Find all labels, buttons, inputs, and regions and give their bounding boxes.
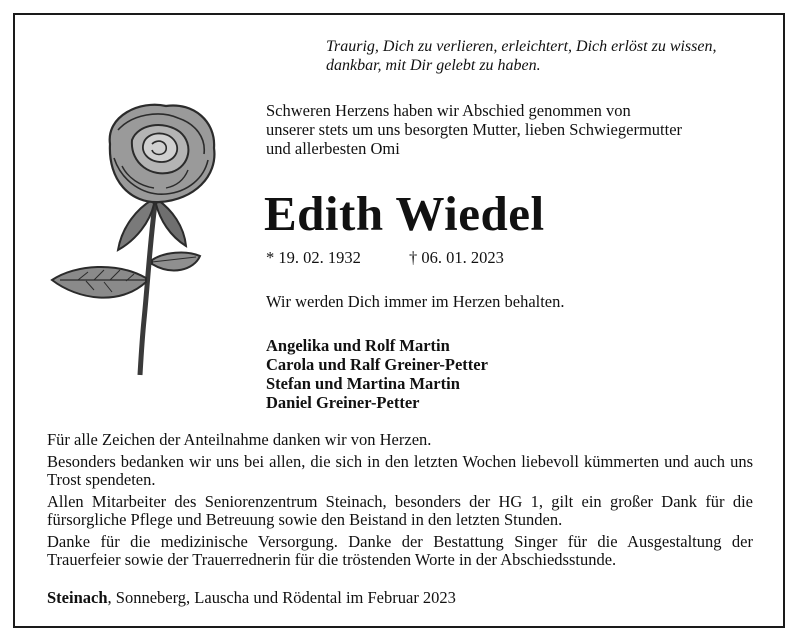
thanks-paragraph: Allen Mitarbeiter des Seniorenzentrum Steinach, besonders der HG 1, gilt ein großer Dank für die fürsorgliche Pflege und Betreuung sowie den Beistand in den letzten Stunden. — [47, 492, 753, 529]
motto-line: Traurig, Dich zu verlieren, erleichtert, Dich erlöst zu wissen, — [326, 38, 717, 55]
signoff-rest: , Sonneberg, Lauscha und Rödental im Februar 2023 — [107, 588, 456, 607]
motto-line: dankbar, mit Dir gelebt zu haben. — [326, 57, 541, 74]
deceased-name: Edith Wiedel — [264, 186, 545, 241]
rose-icon — [48, 100, 258, 380]
birth-date: * 19. 02. 1932 — [266, 248, 361, 267]
intro-text — [266, 101, 776, 158]
closing-line: Wir werden Dich immer im Herzen behalten. — [266, 292, 565, 311]
thanks-paragraph: Besonders bedanken wir uns bei allen, die sich in den letzten Wochen liebevoll kümmerten und auch uns Trost spendeten. — [47, 452, 753, 489]
life-dates — [266, 248, 504, 267]
death-date: † 06. 01. 2023 — [409, 248, 504, 267]
family-member: Angelika und Rolf Martin — [266, 336, 450, 355]
family-member: Daniel Greiner-Petter — [266, 393, 420, 412]
intro-line: unserer stets um uns besorgten Mutter, lieben Schwiegermutter — [266, 120, 683, 139]
family-member: Carola und Ralf Greiner-Petter — [266, 355, 488, 374]
intro-line: und allerbesten Omi — [266, 139, 400, 158]
family-signatories — [266, 336, 488, 412]
signoff — [47, 588, 456, 607]
thanks-section — [47, 431, 753, 573]
thanks-paragraph: Danke für die medizinische Versorgung. Danke der Bestattung Singer für die Ausgestaltung der Trauerfeier sowie der Trauerrednerin für die tröstenden Worte in der Abschiedsstunde. — [47, 532, 753, 569]
family-member: Stefan und Martina Martin — [266, 374, 460, 393]
intro-line: Schweren Herzens haben wir Abschied genommen von — [266, 101, 631, 120]
thanks-paragraph: Für alle Zeichen der Anteilnahme danken wir von Herzen. — [47, 430, 432, 449]
motto — [326, 37, 776, 75]
signoff-place: Steinach — [47, 588, 108, 607]
